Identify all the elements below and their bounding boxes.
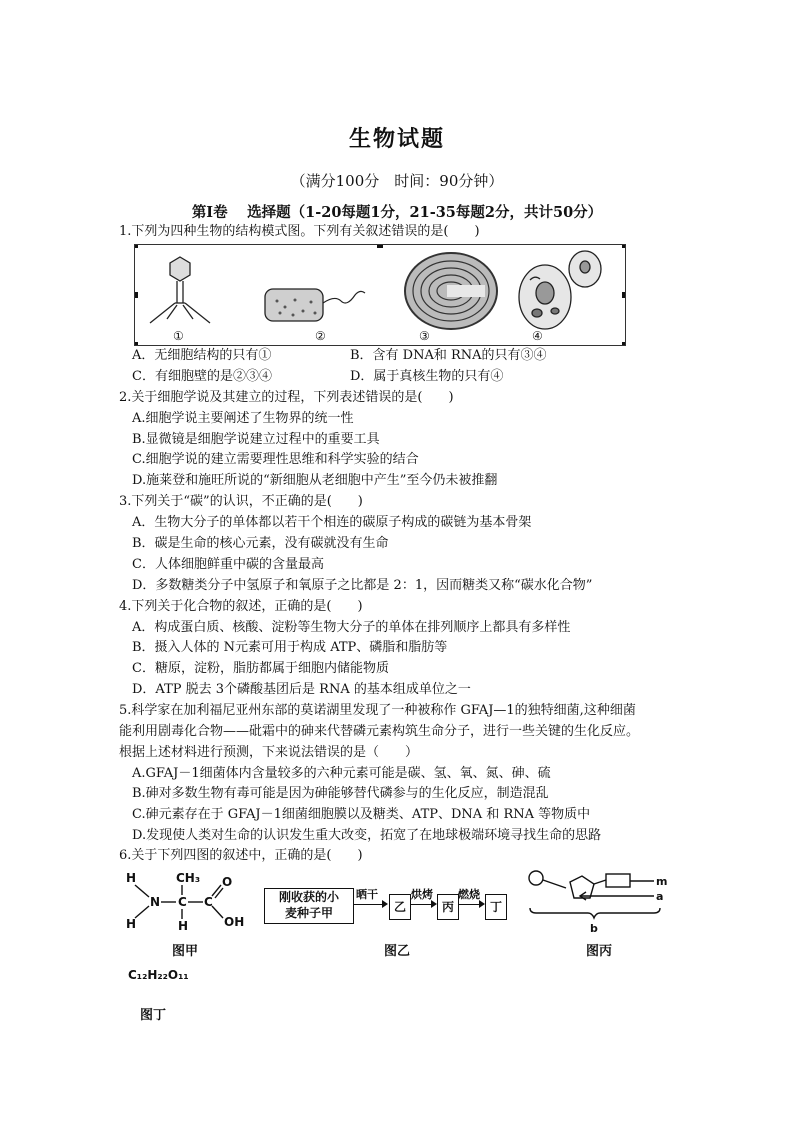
atom-c-carboxyl: C [204,895,213,909]
box-seed-jia [264,888,354,924]
q1-stem: 1.下列为四种生物的结构模式图。下列有关叙述错误的是( ) [119,224,480,239]
box-seed-line2: 麦种子甲 [284,906,333,920]
q2-option-d: D.施莱登和施旺所说的“新细胞从老细胞中产生”至今仍未被推翻 [132,473,498,488]
atom-oh: OH [224,915,245,929]
q5-option-d: D.发现使人类对生命的认识发生重大改变，拓宽了在地球极端环境寻找生命的思路 [132,828,602,843]
q1-option-b: B．含有 DNA和 RNA的只有③④ [350,348,547,363]
arrow-label-burn: 燃烧 [458,888,480,901]
arrow-1-head [382,900,388,908]
atom-n: N [150,895,161,909]
atom-ch3: CH₃ [176,871,201,885]
atom-c-alpha: C [178,895,187,909]
exam-subtitle: （满分100分 时间：90分钟） [290,172,504,190]
q5-stem-line1: 5.科学家在加利福尼亚州东部的莫诺湖里发现了一种被称作 GFAJ—1的独特细菌,这种细菌 [119,703,636,718]
fig-bing-nucleotide [522,866,672,936]
box-yi: 乙 [389,894,411,920]
arrow-label-bake: 烘烤 [411,888,433,901]
box-ding: 丁 [485,894,507,920]
q4-option-a: A．构成蛋白质、核酸、淀粉等生物大分子的单体在排列顺序上都具有多样性 [132,620,571,635]
organism-diagrams [135,245,625,345]
arrow-1 [354,904,384,905]
fig-yi-flow [264,886,514,926]
fig-jia-label: 图甲 [172,944,199,959]
q3-option-b: B．碳是生命的核心元素，没有碳就没有生命 [132,536,389,551]
q1-figure [134,244,626,346]
atom-h-top: H [126,871,137,885]
bacterium-drawing [265,289,365,321]
yeast-drawing [519,251,601,329]
q3-stem: 3.下列关于“碳”的认识，不正确的是( ) [119,494,363,509]
caption-2: ② [315,329,326,343]
atom-h-bottom: H [126,917,137,931]
q2-stem: 2.关于细胞学说及其建立的过程，下列表述错误的是( ) [119,390,454,405]
q5-stem-line2: 能利用剧毒化合物——砒霜中的砷来代替磷元素构筑生命分子，进行一些关键的生化反应。 [119,724,640,739]
q4-stem: 4.下列关于化合物的叙述，正确的是( ) [119,599,363,614]
virus-drawing [150,257,210,323]
box-seed-line1: 刚收获的小 [278,890,339,904]
fig-yi-label: 图乙 [384,944,411,959]
q2-option-b: B.显微镜是细胞学说建立过程中的重要工具 [132,432,380,447]
q2-option-a: A.细胞学说主要阐述了生物界的统一性 [132,411,354,426]
fig-ding-formula: C₁₂H₂₂O₁₁ [128,968,189,982]
q1-option-c: C．有细胞壁的是②③④ [132,369,272,384]
q3-option-a: A．生物大分子的单体都以若干个相连的碳原子构成的碳链为基本骨架 [132,515,532,530]
arrow-label-dry: 晒干 [356,888,378,901]
section-heading: 第Ⅰ卷 选择题（1-20每题1分，21-35每题2分，共计50分） [191,204,603,221]
letter-m: m [656,875,668,888]
q5-stem-line3: 根据上述材料进行预测，下来说法错误的是（ ） [119,745,419,760]
q4-option-c: C．糖原，淀粉，脂肪都属于细胞内储能物质 [132,661,389,676]
atom-o-top: O [222,875,233,889]
q3-option-d: D．多数糖类分子中氢原子和氧原子之比都是 2：1，因而糖类又称“碳水化合物” [132,578,593,593]
q5-option-c: C.砷元素存在于 GFAJ－1细菌细胞膜以及糖类、ATP、DNA 和 RNA 等物质中 [132,807,591,822]
q5-option-b: B.砷对多数生物有毒可能是因为砷能够替代磷参与的生化反应，制造混乱 [132,786,549,801]
letter-b: b [590,922,598,935]
letter-a: a [656,890,664,903]
caption-3: ③ [419,329,430,343]
blue-green-alga-drawing [405,253,497,329]
q5-option-a: A.GFAJ－1细菌体内含量较多的六种元素可能是碳、氢、氧、氮、砷、硫 [132,766,551,781]
arrow-3 [459,904,481,905]
fig-jia-amino-acid [118,868,258,938]
caption-1: ① [173,329,184,343]
fig-bing-label: 图丙 [586,944,613,959]
q4-option-b: B．摄入人体的 N元素可用于构成 ATP、磷脂和脂肪等 [132,640,448,655]
arrow-2 [411,904,433,905]
caption-4: ④ [532,329,543,343]
fig-ding-label: 图丁 [140,1008,167,1023]
q6-stem: 6.关于下列四图的叙述中，正确的是( ) [119,848,363,863]
box-bing: 丙 [437,894,459,920]
q3-option-c: C．人体细胞鲜重中碳的含量最高 [132,557,324,572]
q2-option-c: C.细胞学说的建立需要理性思维和科学实验的结合 [132,452,419,467]
atom-h-alpha: H [178,919,189,933]
q4-option-d: D．ATP 脱去 3个磷酸基团后是 RNA 的基本组成单位之一 [132,682,471,697]
q1-option-a: A．无细胞结构的只有① [132,348,272,363]
q1-option-d: D．属于真核生物的只有④ [350,369,504,384]
exam-title: 生物试题 [348,126,445,152]
